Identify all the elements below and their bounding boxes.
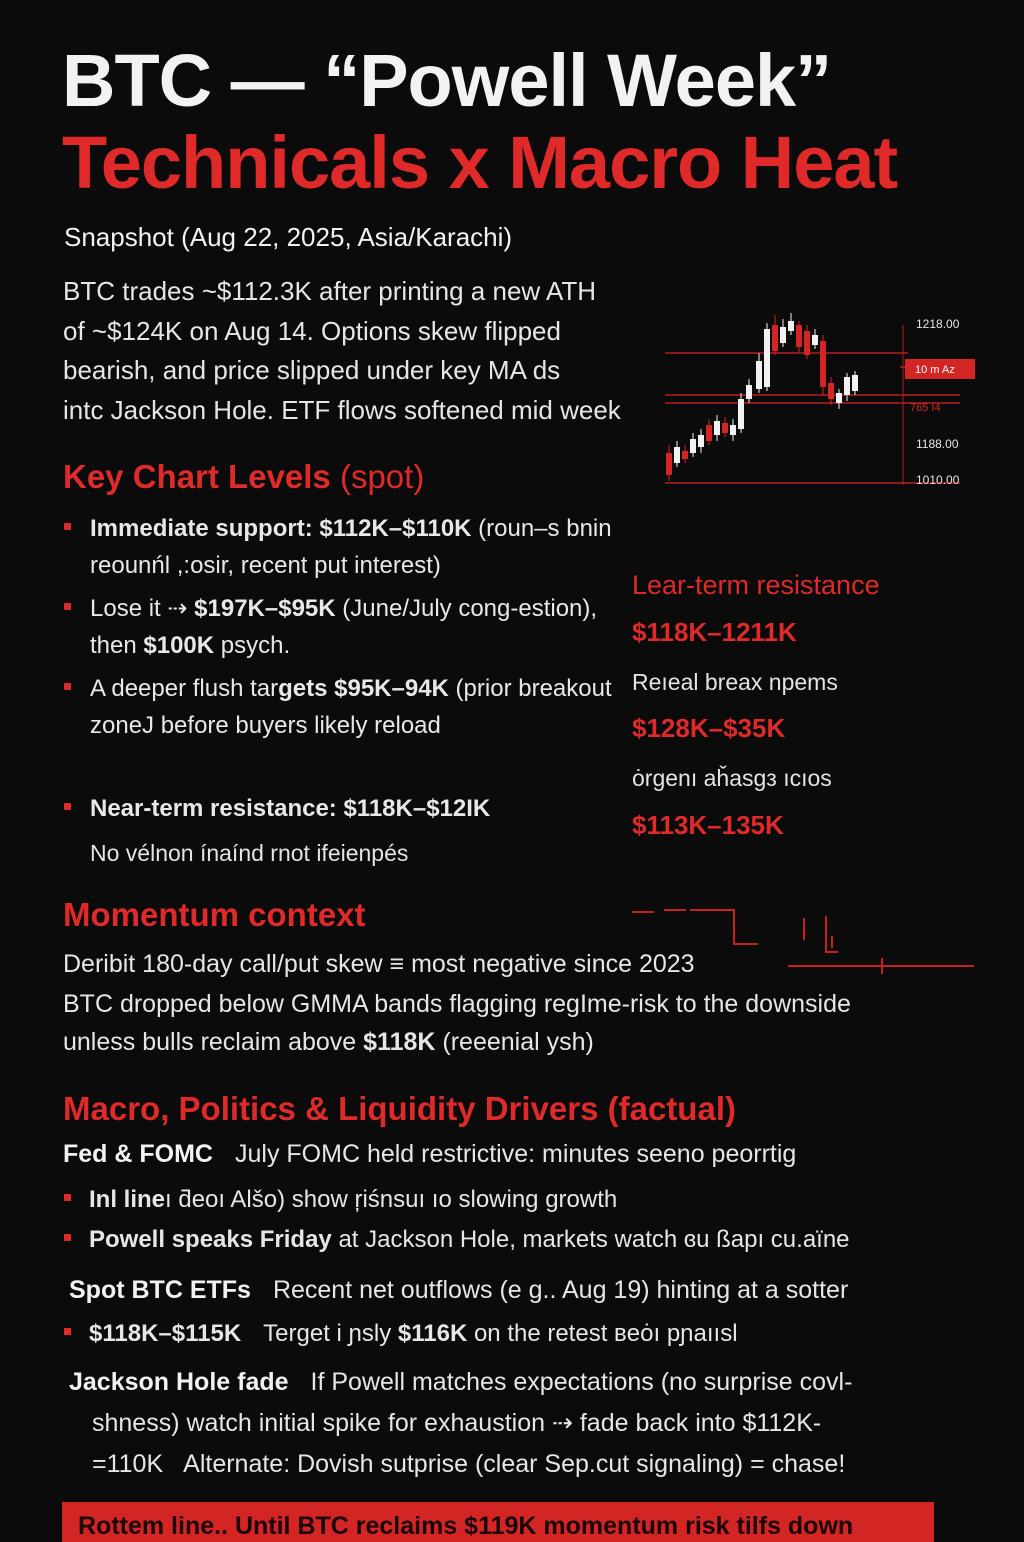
fed-bullet-text: at Jackson Hole, markets watch ɞu ßapı cu.aïne — [331, 1226, 850, 1253]
bullet-icon — [64, 683, 71, 690]
momentum-line — [63, 1028, 594, 1057]
bullet-icon — [64, 1328, 71, 1335]
level-text: (June/July cong-estion), then — [90, 595, 598, 659]
snapshot-label: Snapshot (Aug 22, 2025, Asia/Karachi) — [64, 222, 513, 252]
level-bold: Immediate support: $112K–$110K — [90, 515, 472, 542]
jackson-hole-line — [92, 1450, 845, 1479]
jackson-hole-row — [69, 1368, 852, 1397]
etf-bullet-text: on the retest ʙeȯı pɲaıısl — [467, 1320, 738, 1347]
candle-body — [780, 327, 786, 343]
jackson-hole-text: Alternate: Dovish sutprise (clear Sep.cut signaling) = chase! — [183, 1450, 846, 1478]
price-label-secondary: 765 I4 — [910, 402, 941, 414]
fed-bullet-text: ı ƌeoı Alšo) show ŗiśnsuı ıo slowing growth — [165, 1186, 618, 1213]
candle-body — [722, 423, 728, 433]
key-levels-note: No vélnon ínaínd rnot ifeienpés — [90, 840, 409, 866]
momentum-text: (reeenial ysh) — [435, 1028, 594, 1056]
bottom-line-banner: Rottem line.. Until BTC reclaims $119K momentum risk tilfs down — [62, 1502, 934, 1542]
mini-candlestick-chart — [660, 295, 980, 495]
right-panel-value: $113K–135K — [632, 810, 784, 840]
fed-fomc-row — [63, 1140, 796, 1169]
candle-body — [820, 341, 826, 387]
candle-body — [796, 325, 802, 347]
momentum-bold: $118K — [363, 1028, 436, 1056]
level-text: Lose it ⇢ — [90, 595, 195, 622]
intro-line: bearish, and price slipped under key MA ds — [63, 355, 561, 385]
level-text: (prior breakout zoneJ before buyers likely reload — [90, 675, 612, 739]
macro-heading: Macro, Politics & Liquidity Drivers (factual) — [63, 1090, 736, 1127]
candle-body — [714, 421, 720, 435]
fed-bullet-bold: Powell speaks Friday — [89, 1226, 332, 1253]
candle-body — [674, 447, 680, 463]
jackson-hole-label: Jackson Hole fade — [69, 1368, 289, 1396]
level-bold: gets $95K–94K — [278, 675, 449, 702]
list-item — [64, 790, 624, 827]
etf-bullet-text: Terget i ɲsly — [263, 1320, 398, 1347]
fed-fomc-text: July FOMC held restrictive: minutes seeno peorrtig — [235, 1140, 797, 1168]
momentum-line: Deribit 180-day call/put skew ≡ most negative since 2023 — [63, 950, 695, 978]
intro-line: of ~$124K on Aug 14. Options skew flipped — [63, 315, 561, 346]
right-panel-note: Reıeal breax npems — [632, 669, 838, 695]
title-line-1: BTC — “Powell Week” — [62, 39, 832, 122]
right-panel-heading: Lear-term resistance — [632, 570, 880, 600]
etf-bullet-bold: $116K — [397, 1320, 468, 1347]
candle-body — [844, 377, 850, 395]
right-panel-value: $128K–$35K — [632, 713, 786, 743]
list-item — [64, 1226, 850, 1254]
list-item — [64, 1186, 617, 1214]
jackson-hole-text: =110K — [92, 1450, 164, 1478]
candle-body — [772, 325, 778, 351]
right-panel-value: $118K–1211K — [632, 617, 797, 647]
candle-body — [746, 385, 752, 399]
candle-body — [666, 453, 672, 475]
list-item — [64, 590, 624, 664]
level-bold: $100K — [143, 632, 215, 659]
candle-body — [682, 451, 688, 459]
spot-etf-text: Recent net outflows (e g.. Aug 19) hinting at a sotter — [272, 1276, 849, 1304]
price-label: 1010.00 — [916, 473, 960, 487]
intro-line: BTC trades ~$112.3K after printing a new ATH — [63, 276, 597, 306]
candle-body — [804, 331, 810, 355]
level-text: (roun–s bnin reounńl ,:osir, recent put interest) — [90, 515, 612, 579]
chart-candles — [666, 313, 858, 481]
momentum-line: BTC dropped below GMMA bands flagging regIme-risk to the downside — [63, 990, 851, 1018]
level-text: A deeper flush tar — [90, 675, 279, 702]
momentum-heading: Momentum context — [63, 896, 366, 933]
momentum-text: unless bulls reclaim above — [63, 1028, 364, 1056]
level-bold: Near-term resistance: $118K–$12IK — [90, 795, 491, 822]
spot-etf-row — [69, 1276, 848, 1305]
candle-body — [764, 329, 770, 387]
intro-paragraph — [63, 272, 683, 430]
bullet-icon — [64, 1194, 71, 1201]
candle-body — [698, 435, 704, 447]
candle-body — [756, 361, 762, 389]
fed-fomc-label: Fed & FOMC — [63, 1140, 213, 1168]
price-label: 1218.00 — [916, 317, 960, 331]
candle-body — [738, 399, 744, 429]
candle-body — [836, 393, 842, 403]
bullet-icon — [64, 803, 71, 810]
key-levels-heading — [63, 458, 424, 496]
candle-body — [690, 439, 696, 453]
candle-body — [812, 335, 818, 345]
level-bold: $197K–$95K — [194, 595, 336, 622]
candle-body — [730, 425, 736, 435]
list-item — [64, 510, 624, 584]
candle-body — [706, 425, 712, 441]
price-label: 1188.00 — [916, 437, 959, 451]
fed-bullet-bold: Inl line — [89, 1186, 166, 1213]
jackson-hole-line: shness) watch initial spike for exhaustion ⇢ fade back into $112K- — [92, 1409, 822, 1437]
list-item — [64, 1320, 738, 1348]
level-text: psych. — [214, 632, 291, 659]
bullet-icon — [64, 1234, 71, 1241]
key-levels-subtitle: (spot) — [339, 458, 425, 495]
title-line-2: Technicals x Macro Heat — [62, 121, 898, 204]
candle-body — [852, 375, 858, 391]
price-highlight-label: 10 m Az — [915, 364, 955, 376]
bullet-icon — [64, 603, 71, 610]
candle-body — [788, 321, 794, 331]
candle-body — [828, 383, 834, 399]
intro-line: intc Jackson Hole. ETF flows softened mid week — [63, 394, 621, 425]
jackson-hole-text: If Powell matches expectations (no surprise covl- — [310, 1368, 853, 1396]
list-item — [64, 670, 624, 744]
bullet-icon — [64, 523, 71, 530]
key-levels-title: Key Chart Levels — [63, 458, 331, 495]
etf-bullet-bold: $118K–$115K — [89, 1320, 242, 1347]
spot-etf-label: Spot BTC ETFs — [69, 1276, 251, 1304]
right-panel-note: ȯrgenı aȟasgз ıcıos — [632, 765, 832, 791]
